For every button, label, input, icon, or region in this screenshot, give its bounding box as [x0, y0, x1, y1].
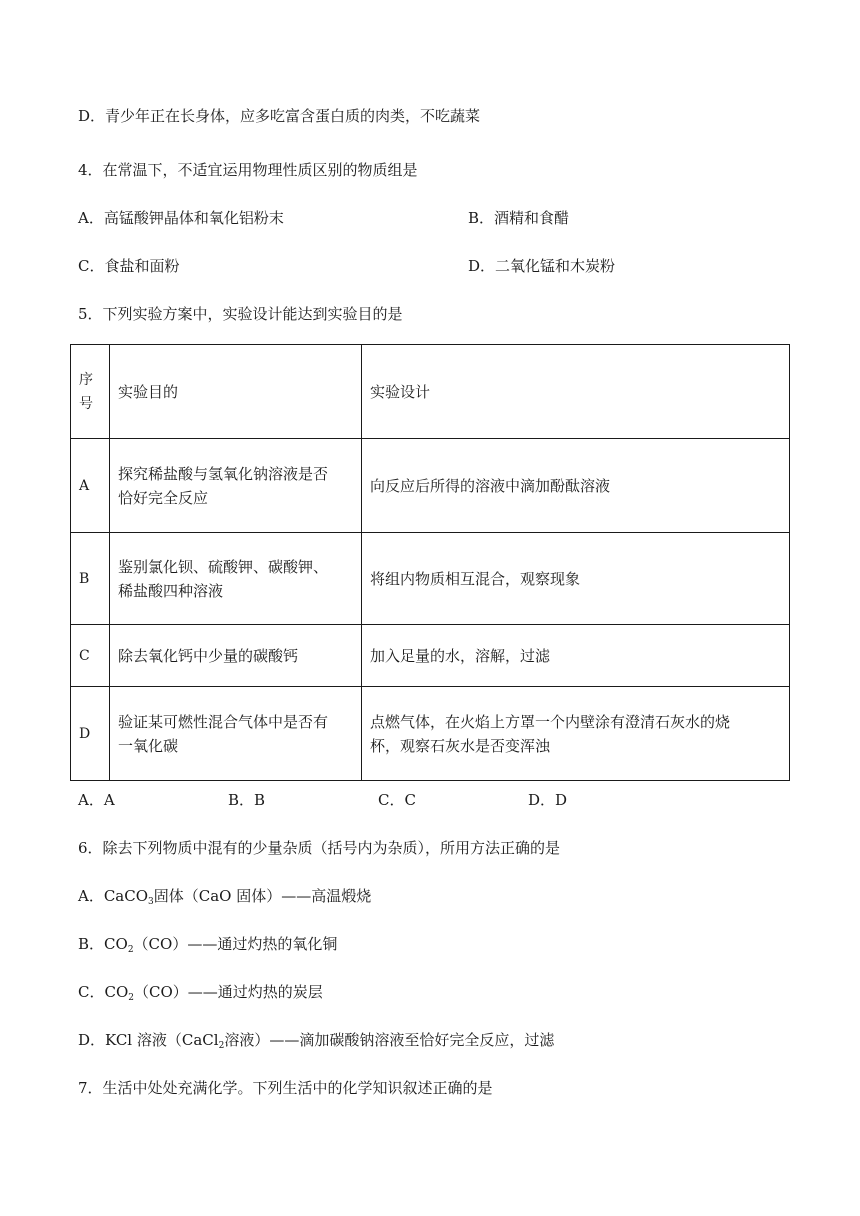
q6-option-b: B．$CO_2(CO)——$通过灼热的氧化铜	[78, 935, 338, 955]
q5-stem: 5．下列实验方案中，实验设计能达到实验目的是	[78, 305, 403, 323]
row-design: 将组内物质相互混合，观察现象	[362, 533, 790, 625]
row-seq: D	[71, 687, 110, 781]
q4-stem: 4．在常温下，不适宜运用物理性质区别的物质组是	[78, 161, 418, 179]
q6-option-c: C．$CO_2(CO)——$通过灼热的炭层	[78, 983, 323, 1003]
q5-option-a: A．A	[78, 791, 115, 809]
q5-table	[70, 344, 790, 781]
table-header-row	[71, 345, 790, 439]
table-row	[71, 439, 790, 533]
row-seq: B	[71, 533, 110, 625]
table-row	[71, 625, 790, 687]
row-seq: C	[71, 625, 110, 687]
q5-option-c: C．C	[378, 791, 416, 809]
table-row	[71, 687, 790, 781]
q7-stem: 7．生活中处处充满化学。下列生活中的化学知识叙述正确的是	[78, 1079, 493, 1097]
q4-option-d: D．二氧化锰和木炭粉	[468, 257, 616, 275]
q5-option-d: D．D	[528, 791, 568, 809]
q5-options	[0, 790, 860, 810]
row-seq: A	[71, 439, 110, 533]
row-purpose: 探究稀盐酸与氢氧化钠溶液是否 恰好完全反应	[110, 439, 362, 533]
table-row	[71, 533, 790, 625]
row-purpose: 验证某可燃性混合气体中是否有 一氧化碳	[110, 687, 362, 781]
q4-option-a: A．高锰酸钾晶体和氧化铝粉末	[78, 209, 284, 227]
row-design: 向反应后所得的溶液中滴加酚酞溶液	[362, 439, 790, 533]
q5-option-b: B．B	[228, 791, 266, 809]
header-design: 实验设计	[362, 345, 790, 439]
row-design: 加入足量的水，溶解，过滤	[362, 625, 790, 687]
header-seq: 序 号	[71, 345, 110, 439]
row-purpose: 鉴别氯化钡、硫酸钾、碳酸钾、 稀盐酸四种溶液	[110, 533, 362, 625]
q3-option-d: D．青少年正在长身体，应多吃富含蛋白质的肉类，不吃蔬菜	[78, 107, 481, 125]
row-purpose: 除去氧化钙中少量的碳酸钙	[110, 625, 362, 687]
q6-option-d: D．KCl 溶液（CaCl$_2$溶液）——滴加碳酸钠溶液至恰好完全反应，过滤	[78, 1031, 555, 1051]
q6-stem: 6．除去下列物质中混有的少量杂质（括号内为杂质），所用方法正确的是	[78, 839, 561, 857]
q6-option-a: A．CaCO$_3$固体（CaO 固体）——高温煅烧	[78, 887, 372, 907]
header-purpose: 实验目的	[110, 345, 362, 439]
q4-option-b: B．酒精和食醋	[468, 209, 570, 227]
row-design: 点燃气体，在火焰上方罩一个内壁涂有澄清石灰水的烧 杯，观察石灰水是否变浑浊	[362, 687, 790, 781]
q4-option-c: C．食盐和面粉	[78, 257, 180, 275]
